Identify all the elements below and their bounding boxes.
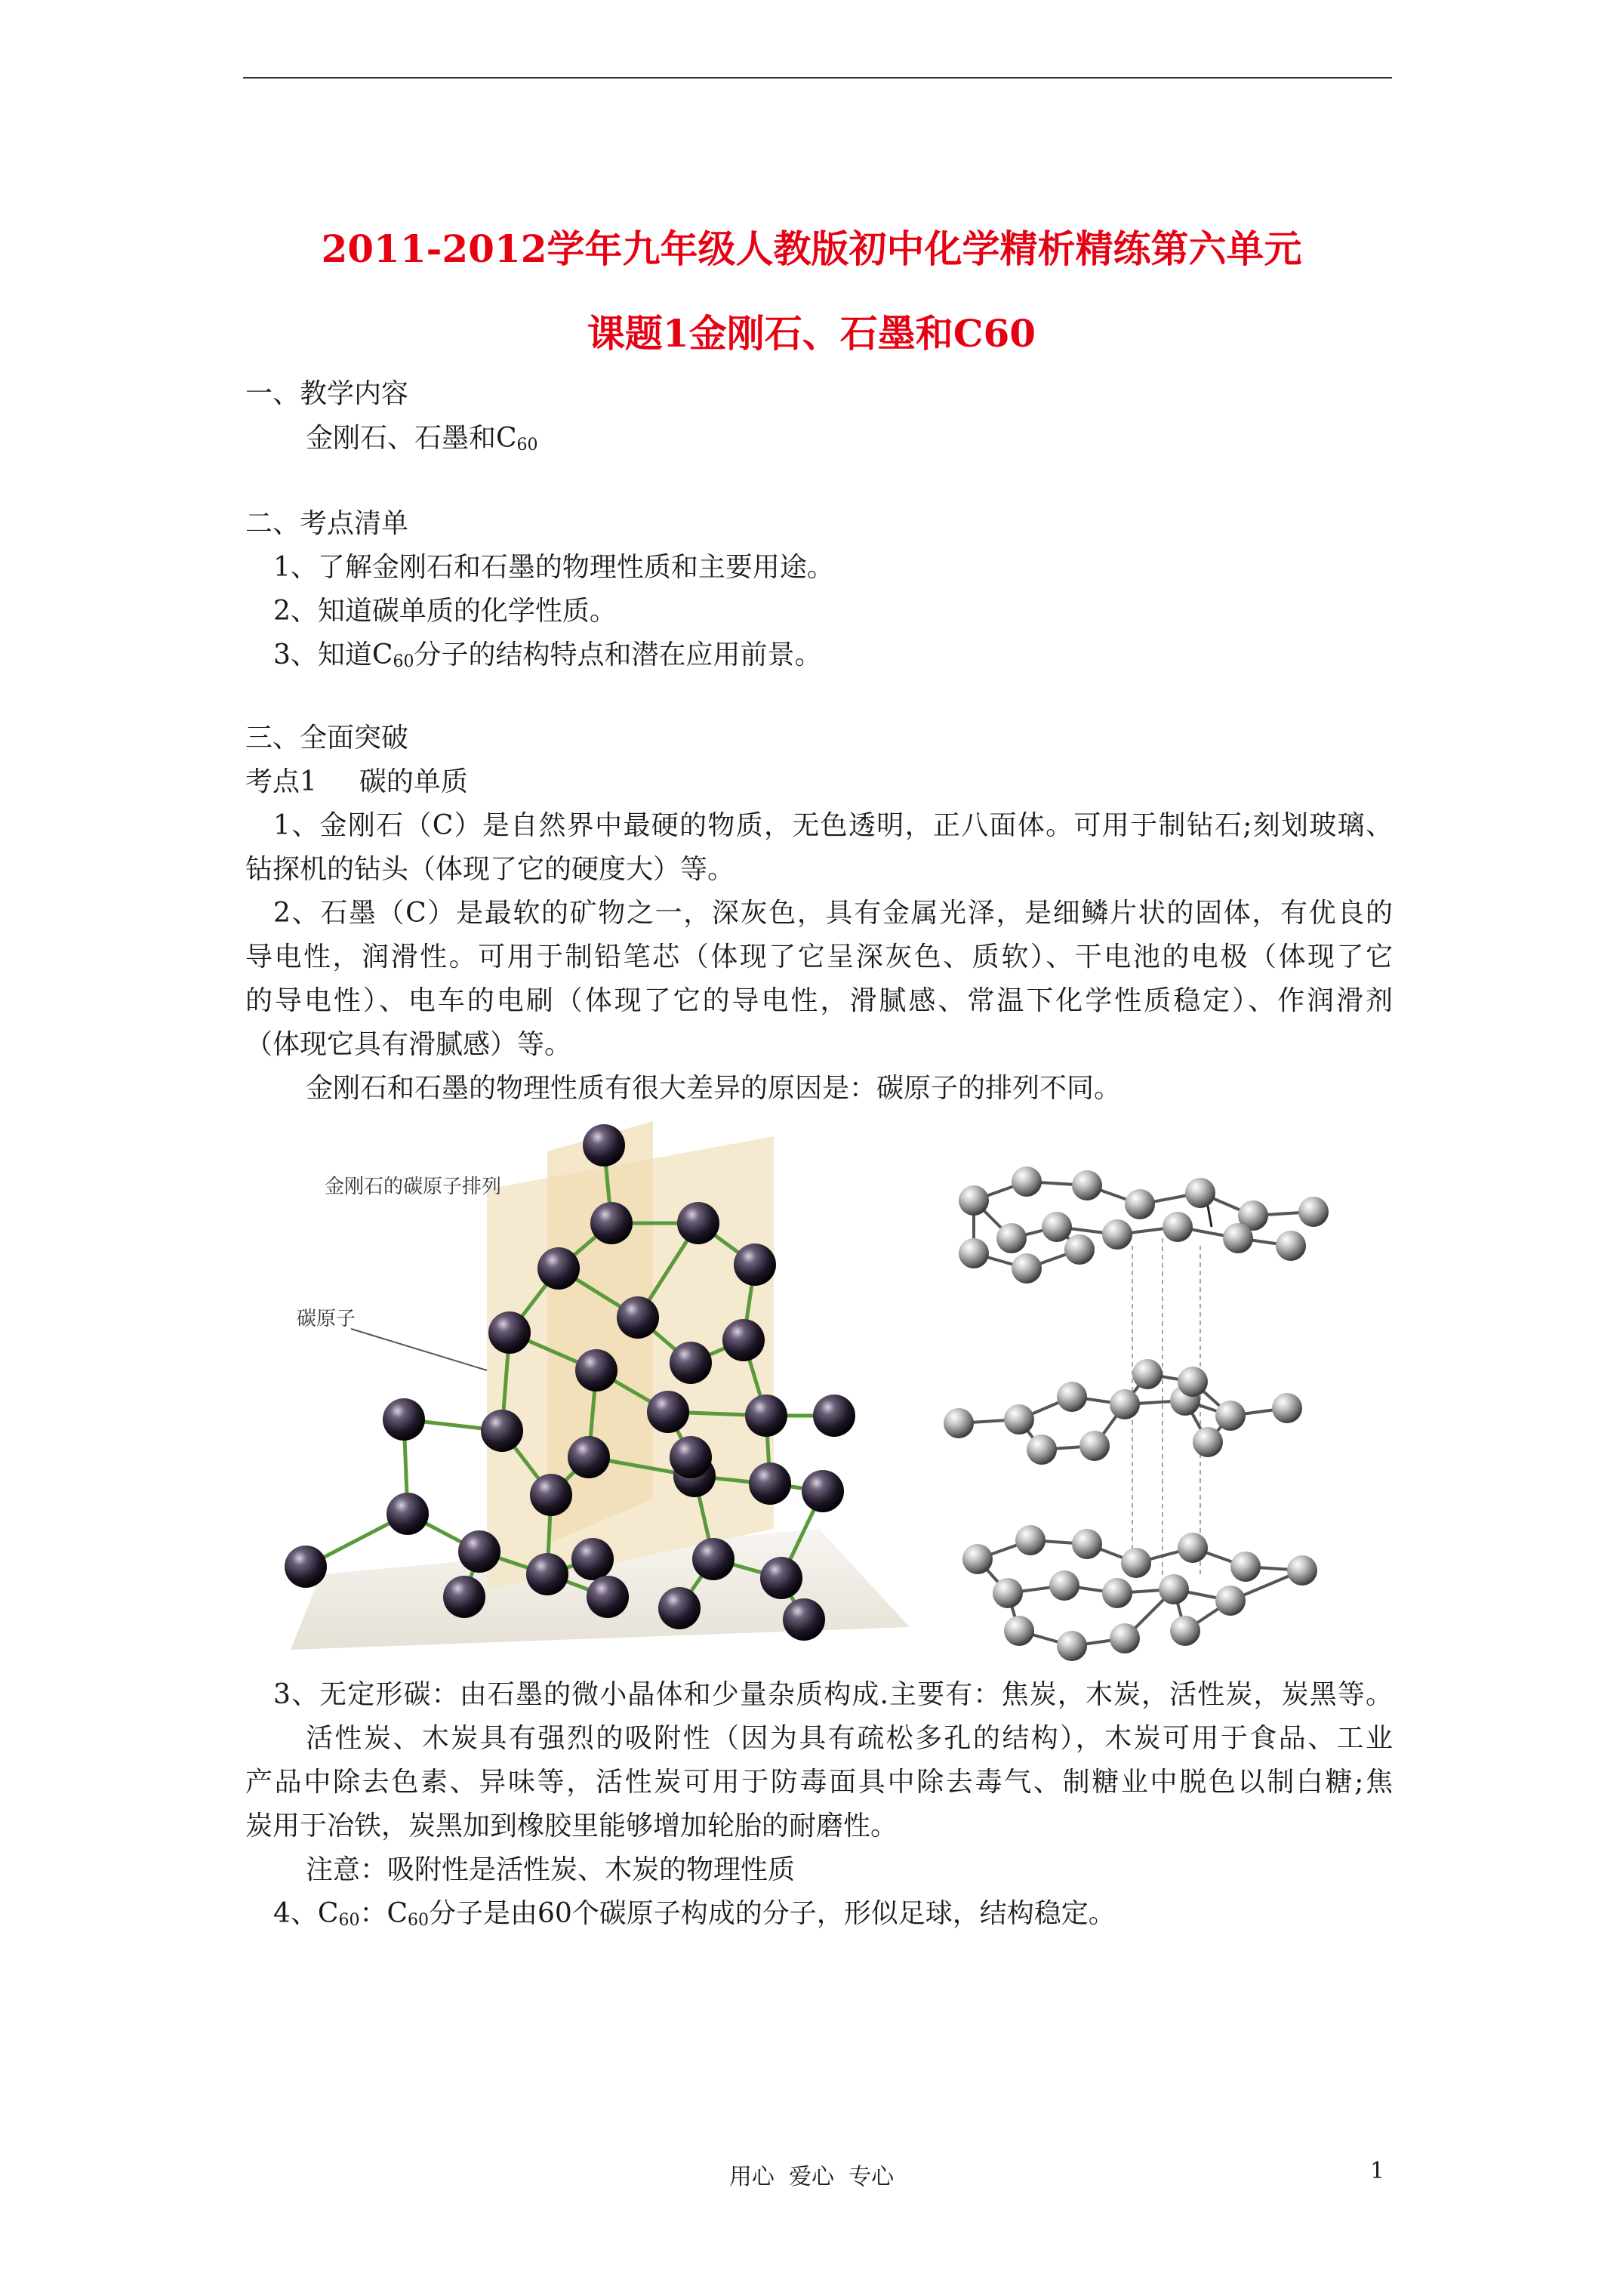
footer-motto: 用心 爱心 专心 bbox=[728, 2164, 895, 2190]
doc-subtitle: 课题1金刚石、石墨和C60 bbox=[587, 311, 1036, 356]
amorphous-para-line2: 活性炭、木炭具有强烈的吸附性（因为具有疏松多孔的结构），木炭可用于食品、工业 bbox=[306, 1723, 1393, 1754]
difference-reason: 金刚石和石墨的物理性质有很大差异的原因是：碳原子的排列不同。 bbox=[306, 1073, 1122, 1104]
section-heading-2: 二、考点清单 bbox=[245, 508, 409, 539]
diamond-figure-label: 金刚石的碳原子排列 bbox=[325, 1176, 502, 1198]
note: 注意：吸附性是活性炭、木炭的物理性质 bbox=[306, 1854, 796, 1885]
doc-title: 2011-2012学年九年级人教版初中化学精析精练第六单元 bbox=[321, 227, 1302, 271]
graphite-para-line1: 2、石墨（C）是最软的矿物之一，深灰色，具有金属光泽，是细鳞片状的固体，有优良的 bbox=[273, 898, 1393, 929]
diamond-structure-figure bbox=[260, 1106, 925, 1665]
graphite-para-line4: （体现它具有滑腻感）等。 bbox=[245, 1029, 572, 1060]
amorphous-para-line1: 3、无定形碳：由石墨的微小晶体和少量杂质构成.主要有：焦炭，木炭，活性炭，炭黑等。 bbox=[273, 1679, 1393, 1710]
diamond-para-line1: 1、金刚石（C）是自然界中最硬的物质，无色透明，正八面体。可用于制钻石;刻划玻璃、 bbox=[273, 810, 1393, 841]
checklist-item-2: 2、知道碳单质的化学性质。 bbox=[273, 596, 617, 627]
checklist-item-3: 3、知道$C_{60}$分子的结构特点和潜在应用前景。 bbox=[273, 639, 822, 671]
page-number: 1 bbox=[1370, 2158, 1385, 2184]
key-point-1: 考点1 碳的单质 bbox=[245, 766, 468, 797]
diamond-para-line2: 钻探机的钻头（体现了它的硬度大）等。 bbox=[245, 854, 735, 885]
amorphous-para-line3: 产品中除去色素、异味等，活性炭可用于防毒面具中除去毒气、制糖业中脱色以制白糖;焦 bbox=[245, 1767, 1393, 1798]
graphite-para-line2: 导电性，润滑性。可用于制铅笔芯（体现了它呈深灰色、质软）、干电池的电极（体现了它 bbox=[245, 942, 1393, 972]
c60-para: 4、$C_{60}$：$C_{60}$分子是由60个碳原子构成的分子，形似足球，结构稳定。 bbox=[273, 1898, 1116, 1930]
amorphous-para-line4: 炭用于冶铁，炭黑加到橡胶里能够增加轮胎的耐磨性。 bbox=[245, 1811, 898, 1841]
checklist-item-1: 1、了解金刚石和石墨的物理性质和主要用途。 bbox=[273, 552, 834, 583]
section-heading-3: 三、全面突破 bbox=[245, 723, 409, 754]
section-heading-1: 一、教学内容 bbox=[245, 378, 409, 409]
graphite-para-line3: 的导电性）、电车的电刷（体现了它的导电性，滑腻感、常温下化学性质稳定）、作润滑剂 bbox=[245, 985, 1393, 1016]
carbon-atom-label: 碳原子 bbox=[297, 1308, 356, 1330]
teaching-content: 金刚石、石墨和$C_{60}$ bbox=[306, 423, 538, 455]
header-rule bbox=[243, 77, 1392, 79]
graphite-structure-figure bbox=[944, 1155, 1351, 1669]
